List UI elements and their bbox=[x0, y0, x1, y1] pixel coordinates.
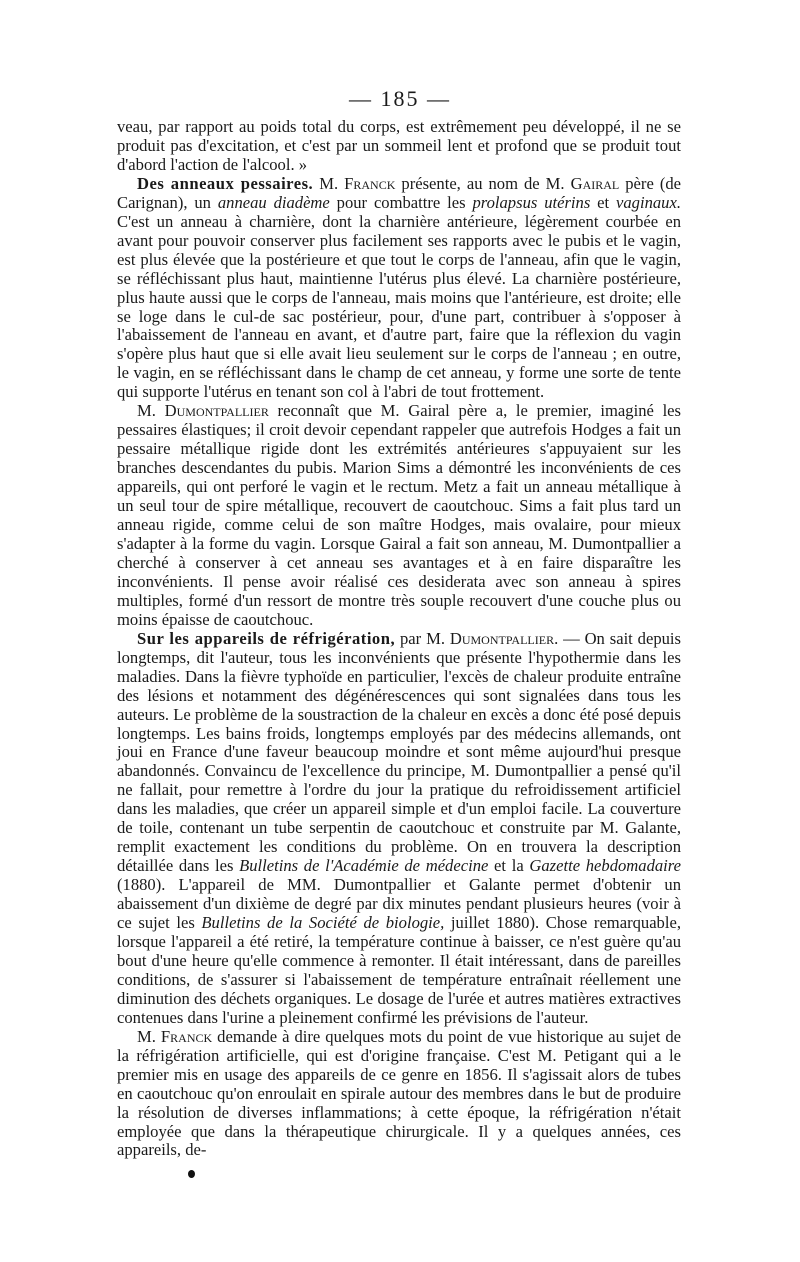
text-run: — On sait depuis longtemps, dit l'auteur, tous les inconvénients que présente l'hypothermie dans les maladies. Dans la fièvre typhoïde en particulier, l'excès de chaleur produite entraîne des lésions et notamment des dégénérescences qui sont signalées dans tous les auteurs. Le problème de la soustraction de la chaleur en excès a donc été posé depuis longtemps. Les bains froids, longtemps employés par des médecins allemands, ont joui en France d'une faveur beaucoup moindre et sont même aujourd'hui presque abandonnés. Convaincu de l'excellence du principe, M. Dumontpallier a pensé qu'il ne fallait, pour remettre à l'ordre du jour la pratique du refroidissement artificiel dans les maladies, que créer un appareil simple et d'un emploi facile. La couverture de toile, contenant un tube serpentin de caoutchouc et construite par M. Galante, remplit exactement les conditions du problème. On en trouvera la description détaillée dans les bbox=[117, 628, 681, 876]
text-run: pour combattre les bbox=[329, 192, 473, 212]
italic-citation: Gazette hebdomadaire bbox=[529, 856, 681, 876]
section-heading-anneaux: Des anneaux pessaires. bbox=[137, 173, 314, 193]
text-run: M. bbox=[137, 1026, 161, 1046]
text-run: juillet 1880). Chose remarquable, lorsque l'appareil a été retiré, la température continue à baisser, ce n'est guère qu'au bout d'une heure qu'elle commence à remonter. Il était intéressant, dans de pareilles conditions, de s'assurer si l'abaissement de température entraînait réellement une diminution des déchets organiques. Le dosage de l'urée et autres matières extractives contenues dans l'urine a pleinement confirmé les prévisions de l'auteur. bbox=[117, 913, 681, 1027]
paragraph-franck-history bbox=[117, 1028, 681, 1161]
text-run: reconnaît que M. Gairal père a, le premier, imaginé les pessaires élastiques; il croit devoir cependant rappeler que autrefois Hodges a fait un pessaire métallique rigide dont les extrémités antérieures s'appuyaient sur les branches descendantes du pubis. Marion Sims a démontré les inconvénients de ces appareils, qui ont perforé le vagin et le rectum. Metz a fait un anneau métallique à un seul tour de spire métallique, recouvert de caoutchouc. Sims a fait plus tard un anneau rigide, comme celui de son maître Hodges, mais ovalaire, pour mieux s'adapter à la forme du vagin. Lorsque Gairal a fait son anneau, M. Dumontpallier a cherché à conserver à cet anneau ses avantages et à en faire disparaître les inconvénients. Il pense avoir réalisé ces desiderata avec son anneau à spires multiples, formé d'un ressort de montre très souple recouvert d'une couche plus ou moins épaisse de caoutchouc. bbox=[117, 401, 681, 629]
paragraph-dumontpallier-reply bbox=[117, 402, 681, 629]
text-run: M. bbox=[137, 401, 165, 421]
text-run: C'est un anneau à charnière, dont la charnière antérieure, légèrement courbée en avant pour pouvoir conserver plus facilement ses rapports avec le pubis et le vagin, est plus élevée que la postérieure et que tout le corps de l'anneau, afin que le vagin, se réfléchissant plus haut, maintienne l'utérus plus élevé. La charnière postérieure, plus haute aussi que le corps de l'anneau, mais moins que l'antérieure, est droite; elle se loge dans le cul-de sac postérieur, pour, d'une part, contribuer à s'opposer à l'abaissement de l'anneau en avant, et d'autre part, faire que la réflexion du vagin s'opère plus haut que si elle avait lieu seulement sur le corps de l'anneau ; en outre, le vagin, en se réfléchissant dans le champ de cet anneau, y forme une sorte de tente qui supporte l'utérus en tenant son col à l'abri de tout frottement. bbox=[117, 211, 681, 402]
author-name: Dumontpallier bbox=[164, 401, 269, 421]
text-run: et bbox=[590, 192, 617, 212]
text-column bbox=[117, 118, 681, 1160]
text-run: par M. bbox=[395, 628, 450, 648]
italic-citation: Bulletins de l'Académie de médecine bbox=[239, 856, 489, 876]
text-run: M. bbox=[313, 173, 345, 193]
italic-term: vaginaux. bbox=[616, 192, 681, 212]
paragraph-anneaux-pessaires bbox=[117, 175, 681, 402]
italic-term: anneau diadème bbox=[217, 192, 330, 212]
author-name: Franck bbox=[160, 1026, 213, 1046]
author-name: Franck bbox=[344, 173, 396, 193]
italic-citation: Bulletins de la Société de biologie, bbox=[201, 913, 445, 933]
text-run: père (de Carignan), un bbox=[117, 173, 682, 212]
page-number: — 185 — bbox=[349, 86, 451, 111]
text-run: demande à dire quelques mots du point de vue historique au sujet de la réfrigération artificielle, qui est d'origine française. C'est M. Petigant qui a le premier mis en usage des appareils de ce genre en 1856. Il s'agissait alors de tubes en caoutchouc qu'on enroulait en spirale autour des membres dans le but de produire la résolution de diverses inflammations; à cette époque, la réfrigération n'était employée que dans la thérapeutique chirurgicale. Il y a quelques années, ces appareils, de- bbox=[117, 1026, 681, 1160]
author-name: Gairal bbox=[570, 173, 620, 193]
paragraph-refrigeration bbox=[117, 630, 681, 1028]
section-heading-refrigeration: Sur les appareils de réfrigération, bbox=[137, 628, 396, 648]
text-run: (1880). L'appareil de MM. Dumontpallier et Galante permet d'obtenir un abaissement d'un dixième de degré par dix minutes pendant plusieurs heures (voir à ce sujet les bbox=[117, 875, 681, 933]
text-run: présente, au nom de M. bbox=[395, 173, 571, 193]
text-run: et la bbox=[488, 856, 530, 876]
italic-term: prolapsus utérins bbox=[472, 192, 591, 212]
author-name: Dumontpallier. bbox=[449, 628, 559, 648]
paragraph-alcohol-end: veau, par rapport au poids total du corps, est extrêmement peu développé, il ne se produit pas d'excitation, et c'est par un sommeil lent et profond que se produit tout d'abord l'action de l'alcool. » bbox=[117, 117, 681, 174]
ink-spot bbox=[188, 1170, 195, 1178]
